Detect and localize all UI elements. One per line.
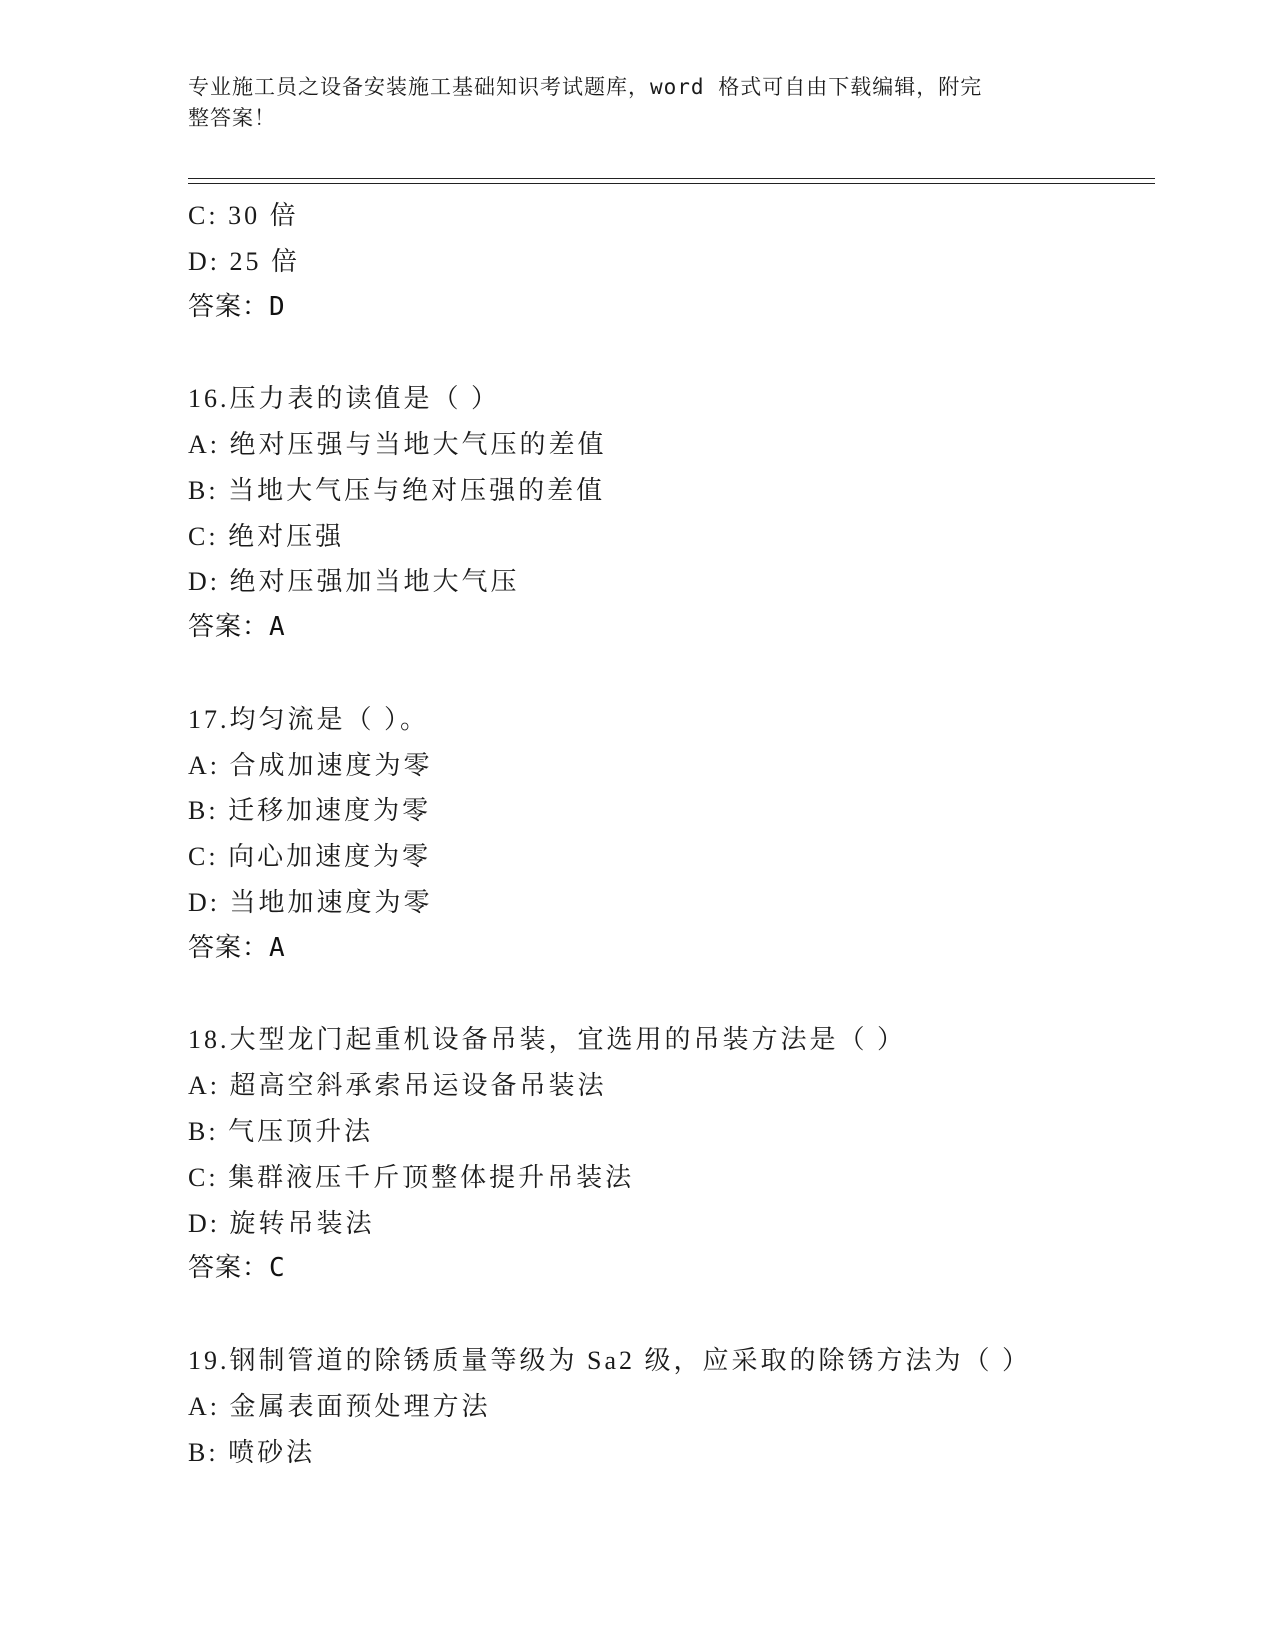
question-stem: 18.大型龙门起重机设备吊装，宜选用的吊装方法是（ ） <box>188 1025 907 1055</box>
question-stem: 17.均匀流是（ ）。 <box>188 704 430 734</box>
answer-line: 答案：A <box>188 932 286 963</box>
option-b: B: 当地大气压与绝对压强的差值 <box>188 475 606 505</box>
option-c: C: 30 倍 <box>188 201 299 230</box>
option-b: B: 气压顶升法 <box>188 1116 374 1146</box>
answer-line: 答案：A <box>188 612 286 643</box>
question-stem: 16.压力表的读值是（ ） <box>188 384 501 414</box>
option-d: D: 当地加速度为零 <box>188 887 433 917</box>
answer-line: 答案：D <box>188 291 286 322</box>
option-c: C: 集群液压千斤顶整体提升吊装法 <box>188 1162 635 1192</box>
option-a: A: 超高空斜承索吊运设备吊装法 <box>188 1071 607 1101</box>
option-d: D: 旋转吊装法 <box>188 1208 375 1238</box>
option-d: D: 绝对压强加当地大气压 <box>188 567 520 597</box>
header-divider-bottom <box>188 183 1155 184</box>
answer-line: 答案：C <box>188 1253 286 1284</box>
spacer <box>188 972 1155 1018</box>
option-c: C: 向心加速度为零 <box>188 842 432 872</box>
option-a: A: 合成加速度为零 <box>188 750 433 780</box>
option-d: D: 25 倍 <box>188 246 301 276</box>
spacer <box>188 651 1155 697</box>
option-b: B: 迁移加速度为零 <box>188 796 432 826</box>
spacer <box>188 1292 1155 1338</box>
option-b: B: 喷砂法 <box>188 1437 316 1467</box>
question-list <box>188 193 1155 1475</box>
header-line-1: 专业施工员之设备安装施工基础知识考试题库，word 格式可自由下载编辑，附完 <box>188 75 983 99</box>
option-a: A: 绝对压强与当地大气压的差值 <box>188 429 607 459</box>
header-line-2: 整答案！ <box>188 106 276 130</box>
option-c: C: 绝对压强 <box>188 521 345 551</box>
question-stem: 19.钢制管道的除锈质量等级为 Sa2 级，应采取的除锈方法为（ ） <box>188 1345 1032 1375</box>
document-header <box>188 72 1088 134</box>
option-a: A: 金属表面预处理方法 <box>188 1391 491 1421</box>
spacer <box>188 330 1155 376</box>
header-divider-top <box>188 178 1155 179</box>
